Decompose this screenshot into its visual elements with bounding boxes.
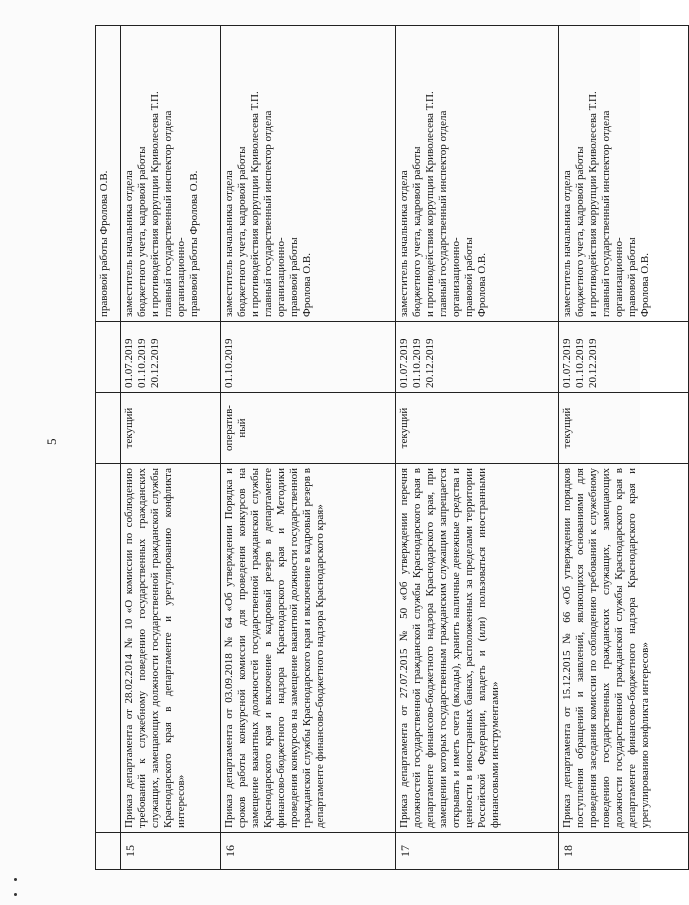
deadline-dates <box>121 322 221 393</box>
responsible-line: Фролова О.В. <box>638 253 651 317</box>
cell-period <box>96 393 121 464</box>
responsible-line: правовой работы Фролова О.В. <box>187 170 200 317</box>
row-number: 16 <box>221 833 396 870</box>
deadline-date: 01.10.2019 <box>135 338 148 388</box>
cell-num <box>96 833 121 870</box>
responsible-persons <box>396 26 559 322</box>
table-row-continuation <box>96 26 121 870</box>
table-row <box>559 26 689 870</box>
deadline-date: 01.07.2019 <box>398 338 410 388</box>
deadline-date: 01.07.2019 <box>561 338 573 388</box>
responsible-line: бюджетного учета, кадровой работы <box>573 146 586 317</box>
period-type: текущий <box>559 393 689 464</box>
table-row <box>221 26 396 870</box>
page-number: 5 <box>44 438 59 445</box>
table-container <box>95 25 651 870</box>
deadline-date: 20.12.2019 <box>586 338 599 388</box>
plan-table <box>95 25 689 870</box>
responsible-line: заместитель начальника отдела <box>561 170 573 317</box>
document-name: Приказ департамента от 27.07.2015 № 50 «Об утверждении перечня должностей государственной гражданской службы Краснодарского края в департаменте финансово-бюджетного надзора Краснодарского края, при замещении которых государственным гражданским служащим запрещается открывать и иметь счета (вклады), хранить наличные денежные средства и ценности в иностранных банках, расположенных за пределами территории Российской Федерации, владеть и (или) пользоваться иностранными финансовыми инструментами» <box>396 464 559 833</box>
responsible-persons <box>221 26 396 322</box>
period-type: текущий <box>396 393 559 464</box>
responsible-persons <box>559 26 689 322</box>
responsible-line: Фролова О.В. <box>300 253 313 317</box>
cell-name <box>96 464 121 833</box>
responsible-line: главный государственный инспектор отдела организационно- <box>261 110 287 317</box>
responsible-line: главный государственный инспектор отдела организационно- <box>599 110 625 317</box>
deadline-date: 20.12.2019 <box>423 338 436 388</box>
responsible-line: и противодействия коррупции Криволесева Т.П. <box>586 91 599 317</box>
deadline-dates <box>221 322 396 393</box>
document-name: Приказ департамента от 15.12.2015 № 66 «Об утверждении порядков поступления обращений и заявлений, являющихся основаниями для проведения заседания комиссии по соблюдению требований к служебному поведению государственных гражданских служащих, замещающих должности государственной гражданской службы Краснодарского края в департаменте финансово-бюджетного надзора Краснодарского края и урегулированию конфликта интересов» <box>559 464 689 833</box>
responsible-line: правовой работы <box>287 237 300 317</box>
cell-date <box>96 322 121 393</box>
deadline-dates <box>396 322 559 393</box>
document-name: Приказ департамента от 03.09.2018 № 64 «Об утверждении Порядка и сроков работы конкурсной комиссии для проведения конкурсов на замещение вакантных должностей государственной гражданской службы Краснодарского края и включение в кадровый резерв в департаменте финансово-бюджетного надзора Краснодарского края и Методики проведения конкурсов на замещение вакантной должности государственной гражданской службы Краснодарского края и включение в кадровый резерв в департаменте финансово-бюджетного надзора Краснодарского края» <box>221 464 396 833</box>
responsible-line: бюджетного учета, кадровой работы <box>410 146 423 317</box>
row-number: 17 <box>396 833 559 870</box>
responsible-line: правовой работы <box>462 237 475 317</box>
responsible-line: бюджетного учета, кадровой работы <box>135 146 148 317</box>
scan-speck <box>14 893 17 896</box>
responsible-line: заместитель начальника отдела <box>398 170 410 317</box>
cell-responsible: правовой работы Фролова О.В. <box>96 26 121 322</box>
responsible-line: Фролова О.В. <box>475 253 488 317</box>
row-number: 18 <box>559 833 689 870</box>
responsible-line: главный государственный инспектор отдела организационно- <box>436 110 462 317</box>
responsible-line: и противодействия коррупции Криволесева Т.П. <box>148 91 161 317</box>
document-name: Приказ департамента от 28.02.2014 № 10 «О комиссии по соблюдению требований к служебному поведению государственных гражданских служащих, замещающих должности государственной гражданской службы Краснодарского края в департаменте и урегулированию конфликта интересов» <box>121 464 221 833</box>
responsible-line: заместитель начальника отдела <box>223 170 235 317</box>
period-type: текущий <box>121 393 221 464</box>
deadline-date: 01.07.2019 <box>123 338 135 388</box>
scan-speck <box>14 878 17 881</box>
responsible-line: и противодействия коррупции Криволесева Т.П. <box>248 91 261 317</box>
responsible-persons <box>121 26 221 322</box>
responsible-line: заместитель начальника отдела <box>123 170 135 317</box>
deadline-date: 01.10.2019 <box>223 338 235 388</box>
deadline-date: 20.12.2019 <box>148 338 161 388</box>
responsible-line: главный государственный инспектор отдела организационно- <box>161 110 187 317</box>
deadline-date: 01.10.2019 <box>573 338 586 388</box>
deadline-date: 01.10.2019 <box>410 338 423 388</box>
row-number: 15 <box>121 833 221 870</box>
responsible-line: правовой работы <box>625 237 638 317</box>
deadline-dates <box>559 322 689 393</box>
period-type: оператив-ный <box>221 393 396 464</box>
table-row <box>121 26 221 870</box>
responsible-line: и противодействия коррупции Криволесева Т.П. <box>423 91 436 317</box>
table-row <box>396 26 559 870</box>
responsible-line: бюджетного учета, кадровой работы <box>235 146 248 317</box>
